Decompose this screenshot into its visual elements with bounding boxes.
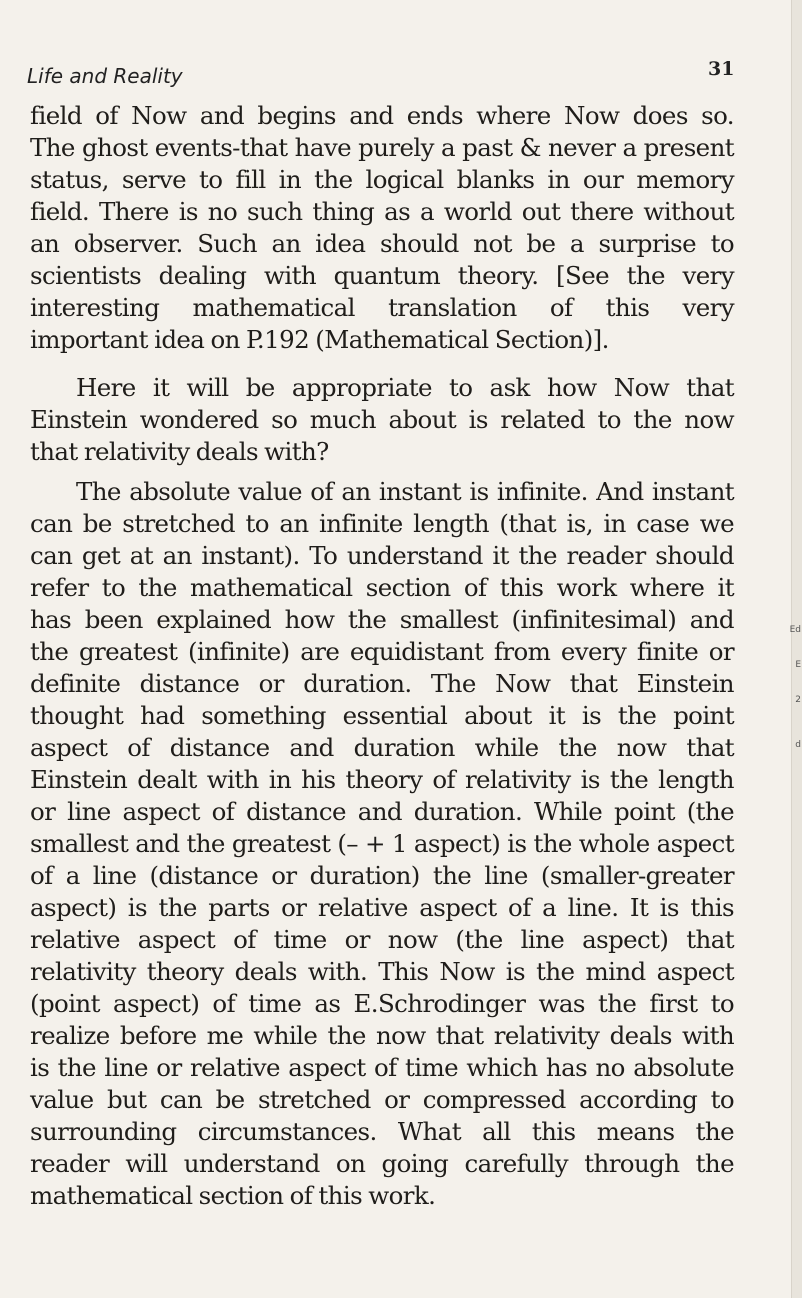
- text-line: status, serve to fill in the logical blanks in our memory: [30, 165, 734, 194]
- text-line: of a line (distance or duration) the line (smaller-greater: [30, 861, 734, 890]
- text-line: scientists dealing with quantum theory. [See the very: [30, 261, 734, 290]
- page-number: 31: [708, 58, 735, 80]
- edge-mark: E: [795, 660, 801, 670]
- text-line: surrounding circumstances. What all this means the: [30, 1117, 734, 1146]
- text-line: The ghost events-that have purely a past & never a present: [30, 133, 734, 162]
- text-line: refer to the mathematical section of this work where it: [30, 573, 734, 602]
- text-line: reader will understand on going carefully through the: [30, 1149, 734, 1178]
- edge-mark: d: [795, 740, 801, 750]
- text-line: can be stretched to an infinite length (that is, in case we: [30, 509, 734, 538]
- text-line: value but can be stretched or compressed according to: [30, 1085, 734, 1114]
- text-line: definite distance or duration. The Now that Einstein: [30, 669, 734, 698]
- text-line: (point aspect) of time as E.Schrodinger was the first to: [30, 989, 734, 1018]
- text-line: Einstein dealt with in his theory of relativity is the length: [30, 765, 734, 794]
- text-line: has been explained how the smallest (infinitesimal) and: [30, 605, 734, 634]
- text-line: mathematical section of this work.: [30, 1181, 436, 1210]
- text-line: that relativity deals with?: [30, 437, 329, 466]
- text-line: realize before me while the now that relativity deals with: [30, 1021, 734, 1050]
- text-line: relative aspect of time or now (the line aspect) that: [30, 925, 734, 954]
- text-line: field. There is no such thing as a world out there without: [30, 197, 734, 226]
- text-line: relativity theory deals with. This Now is the mind aspect: [30, 957, 734, 986]
- text-line: field of Now and begins and ends where Now does so.: [30, 101, 734, 130]
- text-line: Einstein wondered so much about is related to the now: [30, 405, 734, 434]
- text-line: smallest and the greatest (– + 1 aspect) is the whole aspect: [30, 829, 734, 858]
- text-line: an observer. Such an idea should not be a surprise to: [30, 229, 734, 258]
- edge-mark: Ed: [789, 625, 801, 635]
- running-head-title: Life and Reality: [27, 64, 183, 88]
- text-line: aspect of distance and duration while the now that: [30, 733, 734, 762]
- text-line: important idea on P.192 (Mathematical Section)].: [30, 325, 609, 354]
- text-line: can get at an instant). To understand it the reader should: [30, 541, 734, 570]
- text-line: The absolute value of an instant is infinite. And instant: [76, 477, 734, 506]
- text-line: Here it will be appropriate to ask how Now that: [76, 373, 734, 402]
- text-line: interesting mathematical translation of this very: [30, 293, 734, 322]
- adjacent-page-edge: [791, 0, 802, 1298]
- text-line: is the line or relative aspect of time which has no absolute: [30, 1053, 734, 1082]
- edge-mark: 2: [795, 695, 801, 705]
- text-line: aspect) is the parts or relative aspect of a line. It is this: [30, 893, 734, 922]
- text-line: thought had something essential about it is the point: [30, 701, 734, 730]
- text-line: or line aspect of distance and duration. While point (the: [30, 797, 734, 826]
- text-line: the greatest (infinite) are equidistant from every finite or: [30, 637, 734, 666]
